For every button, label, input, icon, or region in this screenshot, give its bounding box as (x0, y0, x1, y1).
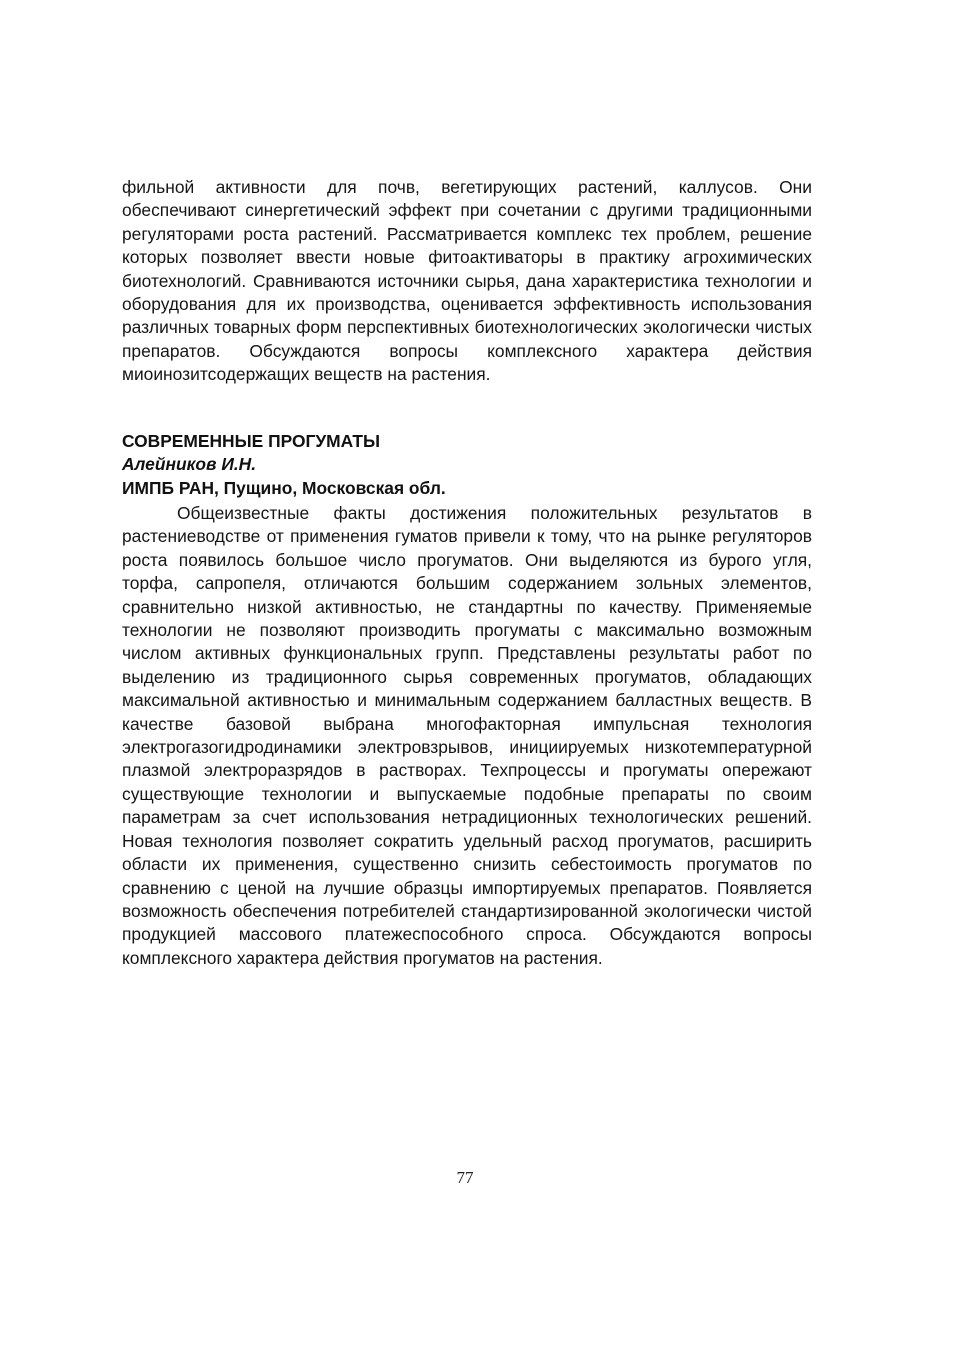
article-header (122, 430, 812, 500)
article-affiliation: ИМПБ РАН, Пущино, Московская обл. (122, 477, 446, 498)
previous-abstract-paragraph: фильной активности для почв, вегетирующих растений, каллусов. Они обеспечивают синергетический эффект при сочетании с другими традиционными регуляторами роста растений. Рассматривается комплекс тех проблем, решение которых позволяет ввести новые фитоактиваторы в практику агрохимических биотехнологий. Сравниваются источники сырья, дана характеристика технологии и оборудования для их производства, оценивается эффективность использования различных товарных форм перспективных биотехнологических экологически чистых препаратов. Обсуждаются вопросы комплексного характера действия миоинозитсодержащих веществ на растения. (122, 177, 812, 385)
page-number: 77 (456, 1168, 474, 1187)
article-title: СОВРЕМЕННЫЕ ПРОГУМАТЫ (122, 431, 380, 451)
article-author: Алейников И.Н. (122, 454, 257, 475)
article-body-paragraph: Общеизвестные факты достижения положительных результатов в растениеводстве от применения гуматов привели к тому, что на рынке регуляторов роста появилось большое число прогуматов. Они выделяются из бурого угля, торфа, сапропеля, отличаются большим содержанием зольных элементов, сравнительно низкой активностью, не стандартны по качеству. Применяемые технологии не позволяют производить прогуматы с максимально возможным числом активных функциональных групп. Представлены результаты работ по выделению из традиционного сырья современных прогуматов, обладающих максимальной активностью и минимальным содержанием балластных веществ. В качестве базовой выбрана многофакторная импульсная технология электрогазогидродинамики электровзрывов, инициируемых низкотемпературной плазмой электроразрядов в растворах. Техпроцессы и прогуматы опережают существующие технологии и выпускаемые подобные препараты по своим параметрам за счет использования нетрадиционных технологических решений. Новая технология позволяет сократить удельный расход прогуматов, расширить области их применения, существенно снизить себестоимость прогуматов по сравнению с ценой на лучшие образцы импортируемых препаратов. Появляется возможность обеспечения потребителей стандартизированной экологически чистой продукцией массового платежеспособного спроса. Обсуждаются вопросы комплексного характера действия прогуматов на растения. (122, 503, 812, 968)
